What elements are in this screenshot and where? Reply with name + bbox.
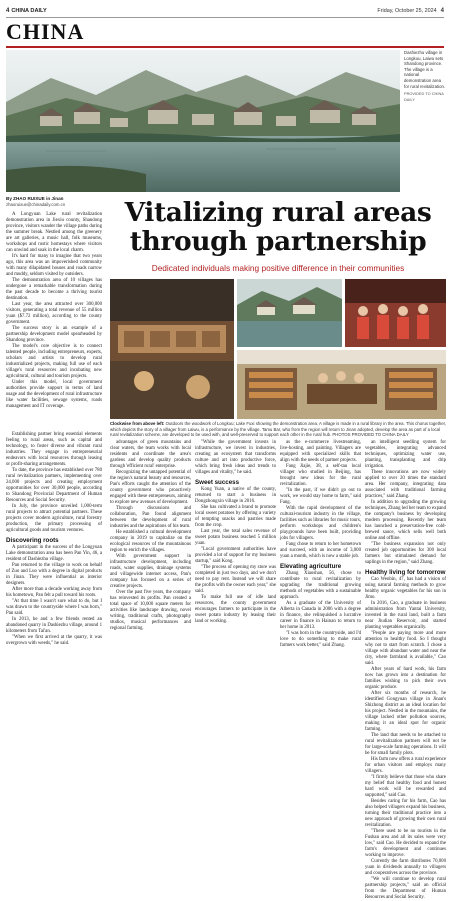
- top-bar: [6, 5, 444, 16]
- section-title: CHINA: [6, 19, 85, 44]
- photo-performance: [345, 279, 446, 347]
- paragraph: Last year, the total sales revenue of sweet potato business reached 5 million yuan.: [195, 529, 276, 546]
- paragraph: Fang chose to return to her hometown and succeed, with an income of 3,000 yuan a month, which is now a stable job.: [280, 542, 361, 559]
- paragraph: "I was born in the countryside, and I'd love to do something to make rural farmers work better," said Zhang.: [280, 631, 361, 648]
- paragraph: The land that needs to be attached to rural revitalization partners will not be for large-scale farming operations. It will be for small family plots.: [365, 733, 446, 756]
- paragraph: "The business expansion not only created job opportunities for 300 local farmers but stimulated demand for saplings in the region," said Zhang.: [365, 542, 446, 565]
- paragraph: With government support in infrastructure development, including roads, water supplies, drainage systems and villagewide internet access, Pan's company has focused on a series of creative projects.: [110, 554, 191, 589]
- hero-caption-credit: PROVIDED TO CHINA DAILY: [404, 91, 444, 102]
- paragraph: "I firmly believe that those who share my belief that healthy food and honest hard work will be rewarded and supported," said Cao.: [365, 775, 446, 798]
- paragraph: After more than a decade working away from his hometown, Pan felt a pull toward his roots.: [6, 587, 102, 598]
- paragraph: "People are paying more and more attention to healthy food. So I thought why not to start from scratch. I chose a village with abundant water and near the city, where farmland is available," Cao said.: [365, 631, 446, 666]
- paragraph: As a graduate of the University of Alberta in Canada in 2006 with a degree in finance, she relinquished a lucrative career in finance in Hainan to return to her home in 2013.: [280, 601, 361, 630]
- paragraph: Fang Jiajie, 38, a self-tau local villager who studied in Beijing, has brought new ideas for the rural revitalization.: [280, 464, 361, 487]
- body-column-3: [110, 440, 191, 742]
- paragraph: It's hard for many to imagine that two years ago, this area was an impoverished community with many dilapidated houses and roads narrow and muddy, seldom visited by outsiders.: [6, 254, 102, 277]
- paragraph: an intelligent seedling system for vegetables, integrating advanced techniques, optimizing water use, planting, transplanting and drip irrigation.: [365, 440, 446, 469]
- paragraph: He established a cultural development company in 2019 to capitalize on the ecological resources of the mountainous region to enrich the villages.: [110, 530, 191, 553]
- page-number: 4: [6, 7, 10, 14]
- photo-caption-credit: PHOTOS PROVIDED TO CHINA DAILY: [332, 432, 409, 438]
- edition-page: 4: [440, 7, 444, 14]
- paragraph: The demonstration area of 10 villages has undergone a remarkable transformation during the past decade to become a thriving tourist destination.: [6, 278, 102, 301]
- paragraph: These innovations are now widely applied to over 20 times the standard area. Her company, integrating data associated with traditional farming practices," said Zhang.: [365, 470, 446, 499]
- paragraph: "While the government invests in infrastructure, we invest in industries, creating an ecosystem that transforms culture and art into productive force, which bring fresh ideas and trends to villages and vitality," he said.: [195, 440, 276, 475]
- body-column-2: [6, 432, 102, 742]
- subhead-discovering-roots: Discovering roots: [6, 537, 59, 544]
- body-column-5: [280, 440, 361, 742]
- section-rule: [6, 46, 444, 48]
- photo-caption: [110, 421, 446, 438]
- paragraph: The success story is an example of a partnership development model spearheaded by Shandong province.: [6, 326, 102, 343]
- paragraph: A participant in the success of the Longyuan Lake demonstration area has been Pan Yin, 46, a resident of Dashiezhu village.: [6, 545, 102, 562]
- photo-woodwork: [110, 279, 234, 419]
- body-column-1: [6, 212, 102, 426]
- body-column-6: [365, 440, 446, 900]
- paragraph: To date, the province has established over 780 rural revitalization partners, implementing over 24,000 projects and creating employment opportunities for over 30,000 people, according to Shandong Provincial Department of Human Resources and Social Security.: [6, 468, 102, 503]
- paragraph: "The process of opening my store was completed in just two days, and we don't need to pay rent. Instead we will share the profits with the owner each year," she said.: [195, 565, 276, 594]
- paragraph: Through discussions and collaboration, Pan found alignment between the development of rural industries and the aspirations of his team.: [110, 506, 191, 529]
- paragraph: In 2013, he and a few friends rented an abandoned quarry in Dashiezhu village, around 1 kilometers from Tai'an.: [6, 617, 102, 634]
- subhead-elevating-agriculture: Elevating agriculture: [280, 563, 342, 570]
- paragraph: The model's core objective is to connect talented people, including entrepreneurs, experts, scholars and artists to develop rural industrialized projects, making full use of each village's rural resources and incubating new agricultural, cultural and tourism projects.: [6, 344, 102, 379]
- header-rule: [6, 17, 444, 18]
- paragraph: After years of hard work, his farm now has grown into a destination for families wishing to pick their own organic produce.: [365, 667, 446, 690]
- hero-caption-text: Dashiezhu village in Longkou, Laiwu sets Shandong province. The village is a national demonstration area for rural revitalization.: [404, 50, 446, 89]
- paragraph: After six months of research, he identified Gongyuan village in Jinan's Shizhong district as an ideal location for his project. Nestled in the mountains, the village lacked other pollution sources, making it an ideal spot for organic farming.: [365, 691, 446, 732]
- paragraph: With the rapid development of the cultural-tourism industry in the village, facilities such as libraries for music tours, perform workshops and children's playgrounds have been built, providing jobs for villagers.: [280, 506, 361, 541]
- newspaper-logo: CHINA DAILY: [11, 7, 47, 14]
- paragraph: In July, the province unveiled 1,000-term rural projects to attract potential partners. These projects cover modern agriculture, rural forestry production, the primary processing of agricultural goods and tourism ventures.: [6, 504, 102, 533]
- paragraph: "We will continue to develop rural partnership projects," said an official from the Department of Human Resources and Social Security.: [365, 877, 446, 900]
- author-email[interactable]: zhaoruixue@chinadaily.com.cn: [6, 202, 66, 207]
- deck: Dedicated individuals making positive difference in their communities: [151, 263, 405, 273]
- headline: Vitalizing rural areas through partnership: [124, 197, 432, 257]
- photo-caption-lead: Clockwise from above left:: [110, 421, 165, 426]
- paragraph: Kong Yuan, a native of the county, returned to start a business in Dongzhongxin village in 2016.: [195, 487, 276, 504]
- paragraph: Establishing partner bring essential elements feeling to rural areas, such as capital and technology, to foster diverse and vibrant rural industries. They engage in entrepreneurial endeavors with local resources through leasing or profit-sharing arrangements.: [6, 432, 102, 467]
- paragraph: "At that time I wasn't sure what to do, but I was drawn to the countryside where I was born," Pan said.: [6, 599, 102, 616]
- paragraph: His farm now offers a rural experience for urban visitors and employs many villagers.: [365, 757, 446, 774]
- body-column-4: [195, 440, 276, 742]
- paragraph: Recognizing the untapped potential of the region's natural beauty and resources, Pan's efforts caught the attention of the county government who proactively engaged with these entrepreneurs, aiming to explore new avenues of development.: [110, 470, 191, 505]
- hero-caption: [404, 50, 446, 102]
- hero-photo: [6, 50, 400, 192]
- paragraph: She has cultivated a brand to promote local sweet potatoes by offering a variety of tempting snacks and pastries made from the crop.: [195, 505, 276, 528]
- issue-date: Friday, October 25, 2024: [377, 7, 437, 14]
- photo-library: [237, 350, 446, 419]
- byline: By ZHAO RUIXUE in Jinan: [6, 196, 64, 201]
- paragraph: "Local government authorities have provided a lot of support for my business startup," said Kong.: [195, 547, 276, 564]
- paragraph: "There used to be no tourists in the Fushan area and all its sales were very low," said Cao. He decided to expand the farm's development and continues working to improve.: [365, 829, 446, 858]
- paragraph: Currently the farm distributes 70,000 yuan in dividends annually to villagers and cooperatives across the province.: [365, 859, 446, 876]
- paragraph: Pan returned to the village to work on behalf of Zuo and Luo with a degree in digital products in Jinan. They were influential as interior designers.: [6, 563, 102, 586]
- paragraph: In 2016, Cao, a graduate in business administration from Yantai University, invested in the rural land, built a farm near Jiudian Reservoir, and started planting vegetables organically.: [365, 601, 446, 630]
- paragraph: "When we first arrived at the quarry, it was overgrown with weeds," he said.: [6, 635, 102, 646]
- subhead-healthy-living: Healthy living for tomorrow: [365, 569, 446, 576]
- subhead-sweet-success: Sweet success: [195, 479, 240, 486]
- paragraph: Zhang Xiaoshan, 56, chose to contribute to rural revitalization by upgrading the traditional growing methods of vegetables with a sustainable approach.: [280, 571, 361, 600]
- paragraph: Cao Wenbin, 47, has had a vision of using natural farming methods to grow healthy organic vegetables for his son in Jimo.: [365, 577, 446, 600]
- paragraph: Over the past five years, the company has reinvested its profits. Pan created a total space of 10,000 square meters for activities like landscape drawing, novel writing, traditional crafts, photography studios, musical performances and regional farming.: [110, 590, 191, 631]
- paragraph: Last year, the area attracted over 300,000 visitors, generating a total revenue of 55 million yuan ($7.72 million), according to the county government.: [6, 302, 102, 325]
- paragraph: A Longyuan Lake rural revitalization demonstration area in Jiexiu county, Shandong province, visitors wander the village paths during the summer break. Nestled among the greenery are art galleries, a music hall, folk museums, workshops and rustic homestays where visitors can unwind and soak in the local charm.: [6, 212, 102, 253]
- paragraph: "In the past, if we didn't go out to work, we would stay home to farm," said Fang.: [280, 488, 361, 505]
- photo-lake: [237, 279, 342, 347]
- paragraph: advantages of green mountains and clear waters, the team works with local residents and coordinate the area's gardens and develop quality products through 'efficient rural' enterprise.: [110, 440, 191, 469]
- byline-block: [6, 196, 102, 208]
- paragraph: Under this model, local government authorities provide support in terms of land usage and the development of rural infrastructure like water facilities, sewage systems, roads management and IT coverage.: [6, 380, 102, 409]
- paragraph: as the e-commerce livestreaming, live-hosting, and painting. Villagers are equipped with specialized skills that align with the needs of partner projects.: [280, 440, 361, 463]
- paragraph: In addition to upgrading the growing techniques, Zhang led her team to expand the company's business by developing modern processing. Recently her team has launched a preservation-free cold-brewed sauce, which sells well both online and offline.: [365, 500, 446, 541]
- photo-caption-text: Outdoors the woodwork of Longkou; Lake Fuxi showing the demonstration area. A village is made in a rural library in the area. This chorus together, which depicts the story of a villager from Laiwu, is a performance by the village. Tamu Bar, who from the region will return to Jinan adopted, develop the area as part of a local rural revitalization scheme, are developed to be used with, and well-preserved to support each other in the rural hub.: [110, 421, 446, 438]
- paragraph: To make full use of idle land resources, the county government encourages farmers to participate in the sweet potato industry by leasing their land or working.: [195, 595, 276, 624]
- paragraph: Besides caring for his farm, Cao has also helped villagers expand his business, turning their traditional practice into a new approach of growing their own rural revitalization.: [365, 799, 446, 828]
